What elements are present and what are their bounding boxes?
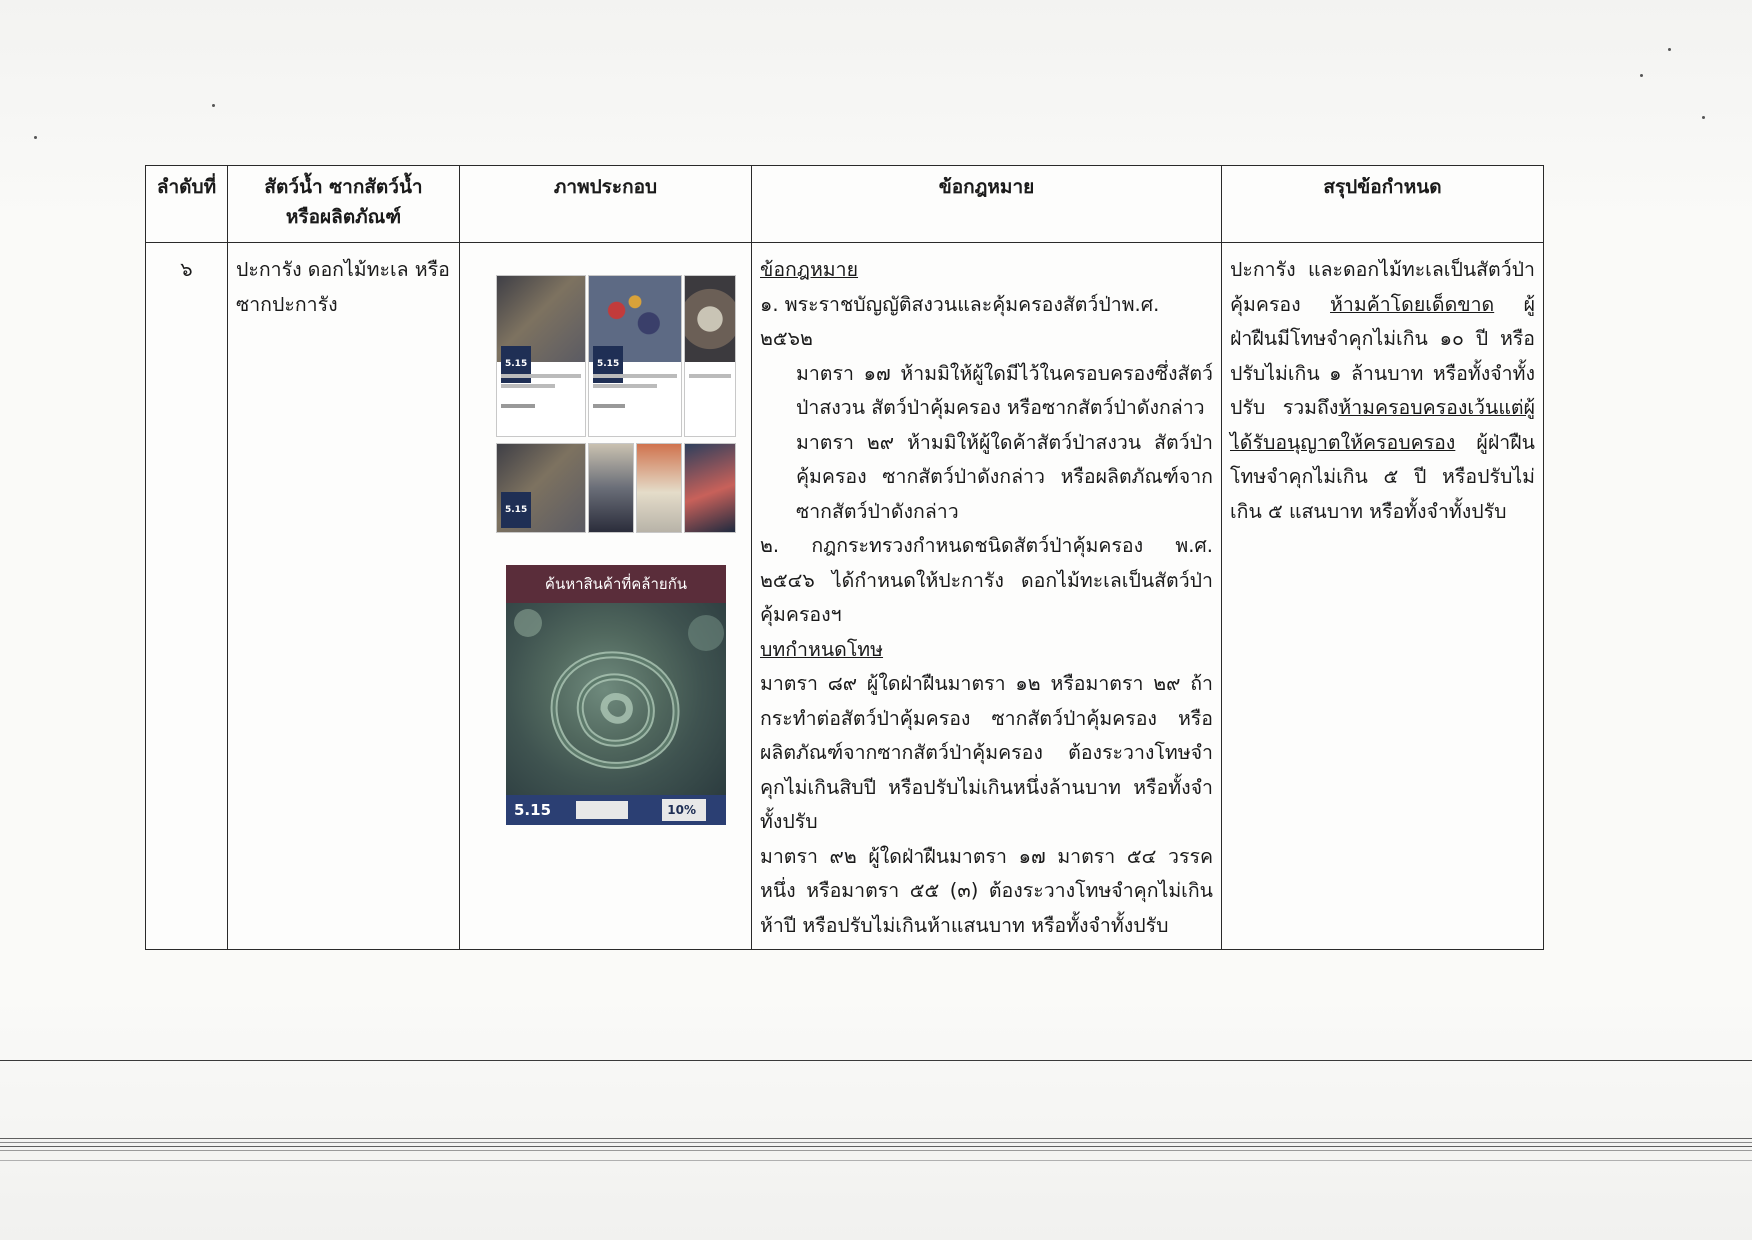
summary-text: ปะการัง และดอกไม้ทะเลเป็นสัตว์ป่าคุ้มครอง [1230, 258, 1535, 316]
penalty-heading: บทกำหนดโทษ [760, 637, 884, 661]
product-tile [636, 443, 682, 533]
law-section-17: มาตรา ๑๗ ห้ามมิให้ผู้ใดมีไว้ในครอบครองซึ่งสัตว์ป่าสงวน สัตว์ป่าคุ้มครอง หรือซากสัตว์ป่าดังกล่าว [796, 361, 1213, 419]
scan-speck [1640, 74, 1643, 77]
item-cell [228, 243, 460, 950]
coral-product-image [685, 276, 735, 362]
item-line: ปะการัง ดอกไม้ทะเล หรือ [236, 258, 450, 281]
table-header-row [146, 166, 1544, 243]
promo-date-label: 5.15 [514, 801, 552, 819]
coral-listing-collage [496, 275, 764, 855]
scan-rule [0, 1138, 1752, 1139]
header-law: ข้อกฎหมาย [752, 166, 1222, 243]
law-item-2: ๒. กฎกระทรวงกำหนดชนิดสัตว์ป่าคุ้มครอง พ.ศ. ๒๕๔๖ ได้กำหนดให้ปะการัง ดอกไม้ทะเลเป็นสัตว์ป่าคุ้มครองฯ [760, 534, 1213, 626]
sale-tag: 5.15 [501, 492, 531, 529]
law-heading: ข้อกฎหมาย [760, 258, 859, 281]
scan-speck [1668, 48, 1671, 51]
summary-text: ผู้ฝ่าฝืนโทษจำคุกไม่เกิน ๕ ปี หรือปรับไม่เกิน ๕ แสนบาท หรือทั้งจำทั้งปรับ [1230, 430, 1535, 523]
illustration-cell [460, 243, 752, 950]
law-item-1: ๑. พระราชบัญญัติสงวนและคุ้มครองสัตว์ป่าพ.ศ. ๒๕๖๒ [760, 292, 1160, 350]
header-summary: สรุปข้อกำหนด [1222, 166, 1544, 243]
header-item [228, 166, 460, 243]
summary-text: ผู้ฝ่าฝืนมีโทษจำคุกไม่เกิน ๑๐ ปี หรือ ปรับไม่เกิน ๑ ล้านบาท หรือทั้งจำทั้งปรับ รวมถึง [1230, 292, 1535, 419]
coral-product-image [589, 444, 633, 532]
product-price [593, 404, 625, 408]
product-price [501, 404, 535, 408]
coral-photo [506, 603, 726, 795]
scan-rule [0, 1146, 1752, 1147]
promo-logo [576, 801, 628, 819]
product-caption [501, 384, 555, 388]
row-number: ๖ [146, 243, 228, 950]
product-caption [501, 374, 581, 378]
similar-products-banner: ค้นหาสินค้าที่คล้ายกัน [506, 565, 726, 603]
cashback-percent: 10% [667, 803, 696, 817]
summary-emphasis: ห้ามครอบครองเว้นแต่ผู้ได้รับอนุญาตให้ครอบครอง [1230, 396, 1535, 454]
scan-rule [0, 1150, 1752, 1151]
scan-rule [0, 1160, 1752, 1161]
scan-rule [0, 1142, 1752, 1143]
header-item-line1: สัตว์น้ำ ซากสัตว์น้ำ [264, 176, 423, 198]
scan-rule [0, 1060, 1752, 1061]
product-tile [588, 275, 682, 437]
coral-product-image [685, 444, 735, 532]
law-cell [752, 243, 1222, 950]
regulation-table [145, 165, 1544, 950]
summary-cell [1222, 243, 1544, 950]
scan-speck [212, 104, 215, 107]
sale-tag: 5.15 [593, 346, 623, 383]
brain-coral-illustration [506, 603, 726, 795]
sale-tag: 5.15 [501, 346, 531, 383]
product-caption [593, 384, 657, 388]
product-tile [588, 443, 634, 533]
coral-product-image [637, 444, 681, 532]
product-tile [496, 275, 586, 437]
product-caption [593, 374, 677, 378]
header-illustration: ภาพประกอบ [460, 166, 752, 243]
penalty-section-92: มาตรา ๙๒ ผู้ใดฝ่าฝืนมาตรา ๑๗ มาตรา ๕๔ วรรคหนึ่ง หรือมาตรา ๕๕ (๓) ต้องระวางโทษจำคุกไม่เกินห้าปี หรือปรับไม่เกินห้าแสนบาท หรือทั้งจำทั้งปรับ [760, 844, 1213, 937]
item-line: ซากปะการัง [236, 292, 338, 316]
law-section-29: มาตรา ๒๙ ห้ามมิให้ผู้ใดค้าสัตว์ป่าสงวน สัตว์ป่าคุ้มครอง ซากสัตว์ป่าดังกล่าว หรือผลิตภัณฑ์จากซากสัตว์ป่าดังกล่าว [796, 430, 1213, 523]
promo-bar [506, 795, 726, 825]
penalty-section-89: มาตรา ๘๙ ผู้ใดฝ่าฝืนมาตรา ๑๒ หรือมาตรา ๒๙ ถ้ากระทำต่อสัตว์ป่าคุ้มครอง ซากสัตว์ป่าคุ้มครอง หรือผลิตภัณฑ์จากซากสัตว์ป่าคุ้มครอง ต้องระวางโทษจำคุกไม่เกินสิบปี หรือปรับไม่เกินหนึ่งล้านบาท หรือทั้งจำทั้งปรับ [760, 672, 1213, 833]
scan-speck [34, 136, 37, 139]
header-item-line2: หรือผลิตภัณฑ์ [285, 206, 402, 228]
table-row [146, 243, 1544, 950]
product-tile [684, 443, 736, 533]
summary-emphasis: ห้ามค้าโดยเด็ดขาด [1330, 292, 1495, 316]
product-caption [689, 374, 731, 378]
header-no: ลำดับที่ [146, 166, 228, 243]
product-tile [684, 275, 736, 437]
scan-speck [1702, 116, 1705, 119]
product-tile [496, 443, 586, 533]
